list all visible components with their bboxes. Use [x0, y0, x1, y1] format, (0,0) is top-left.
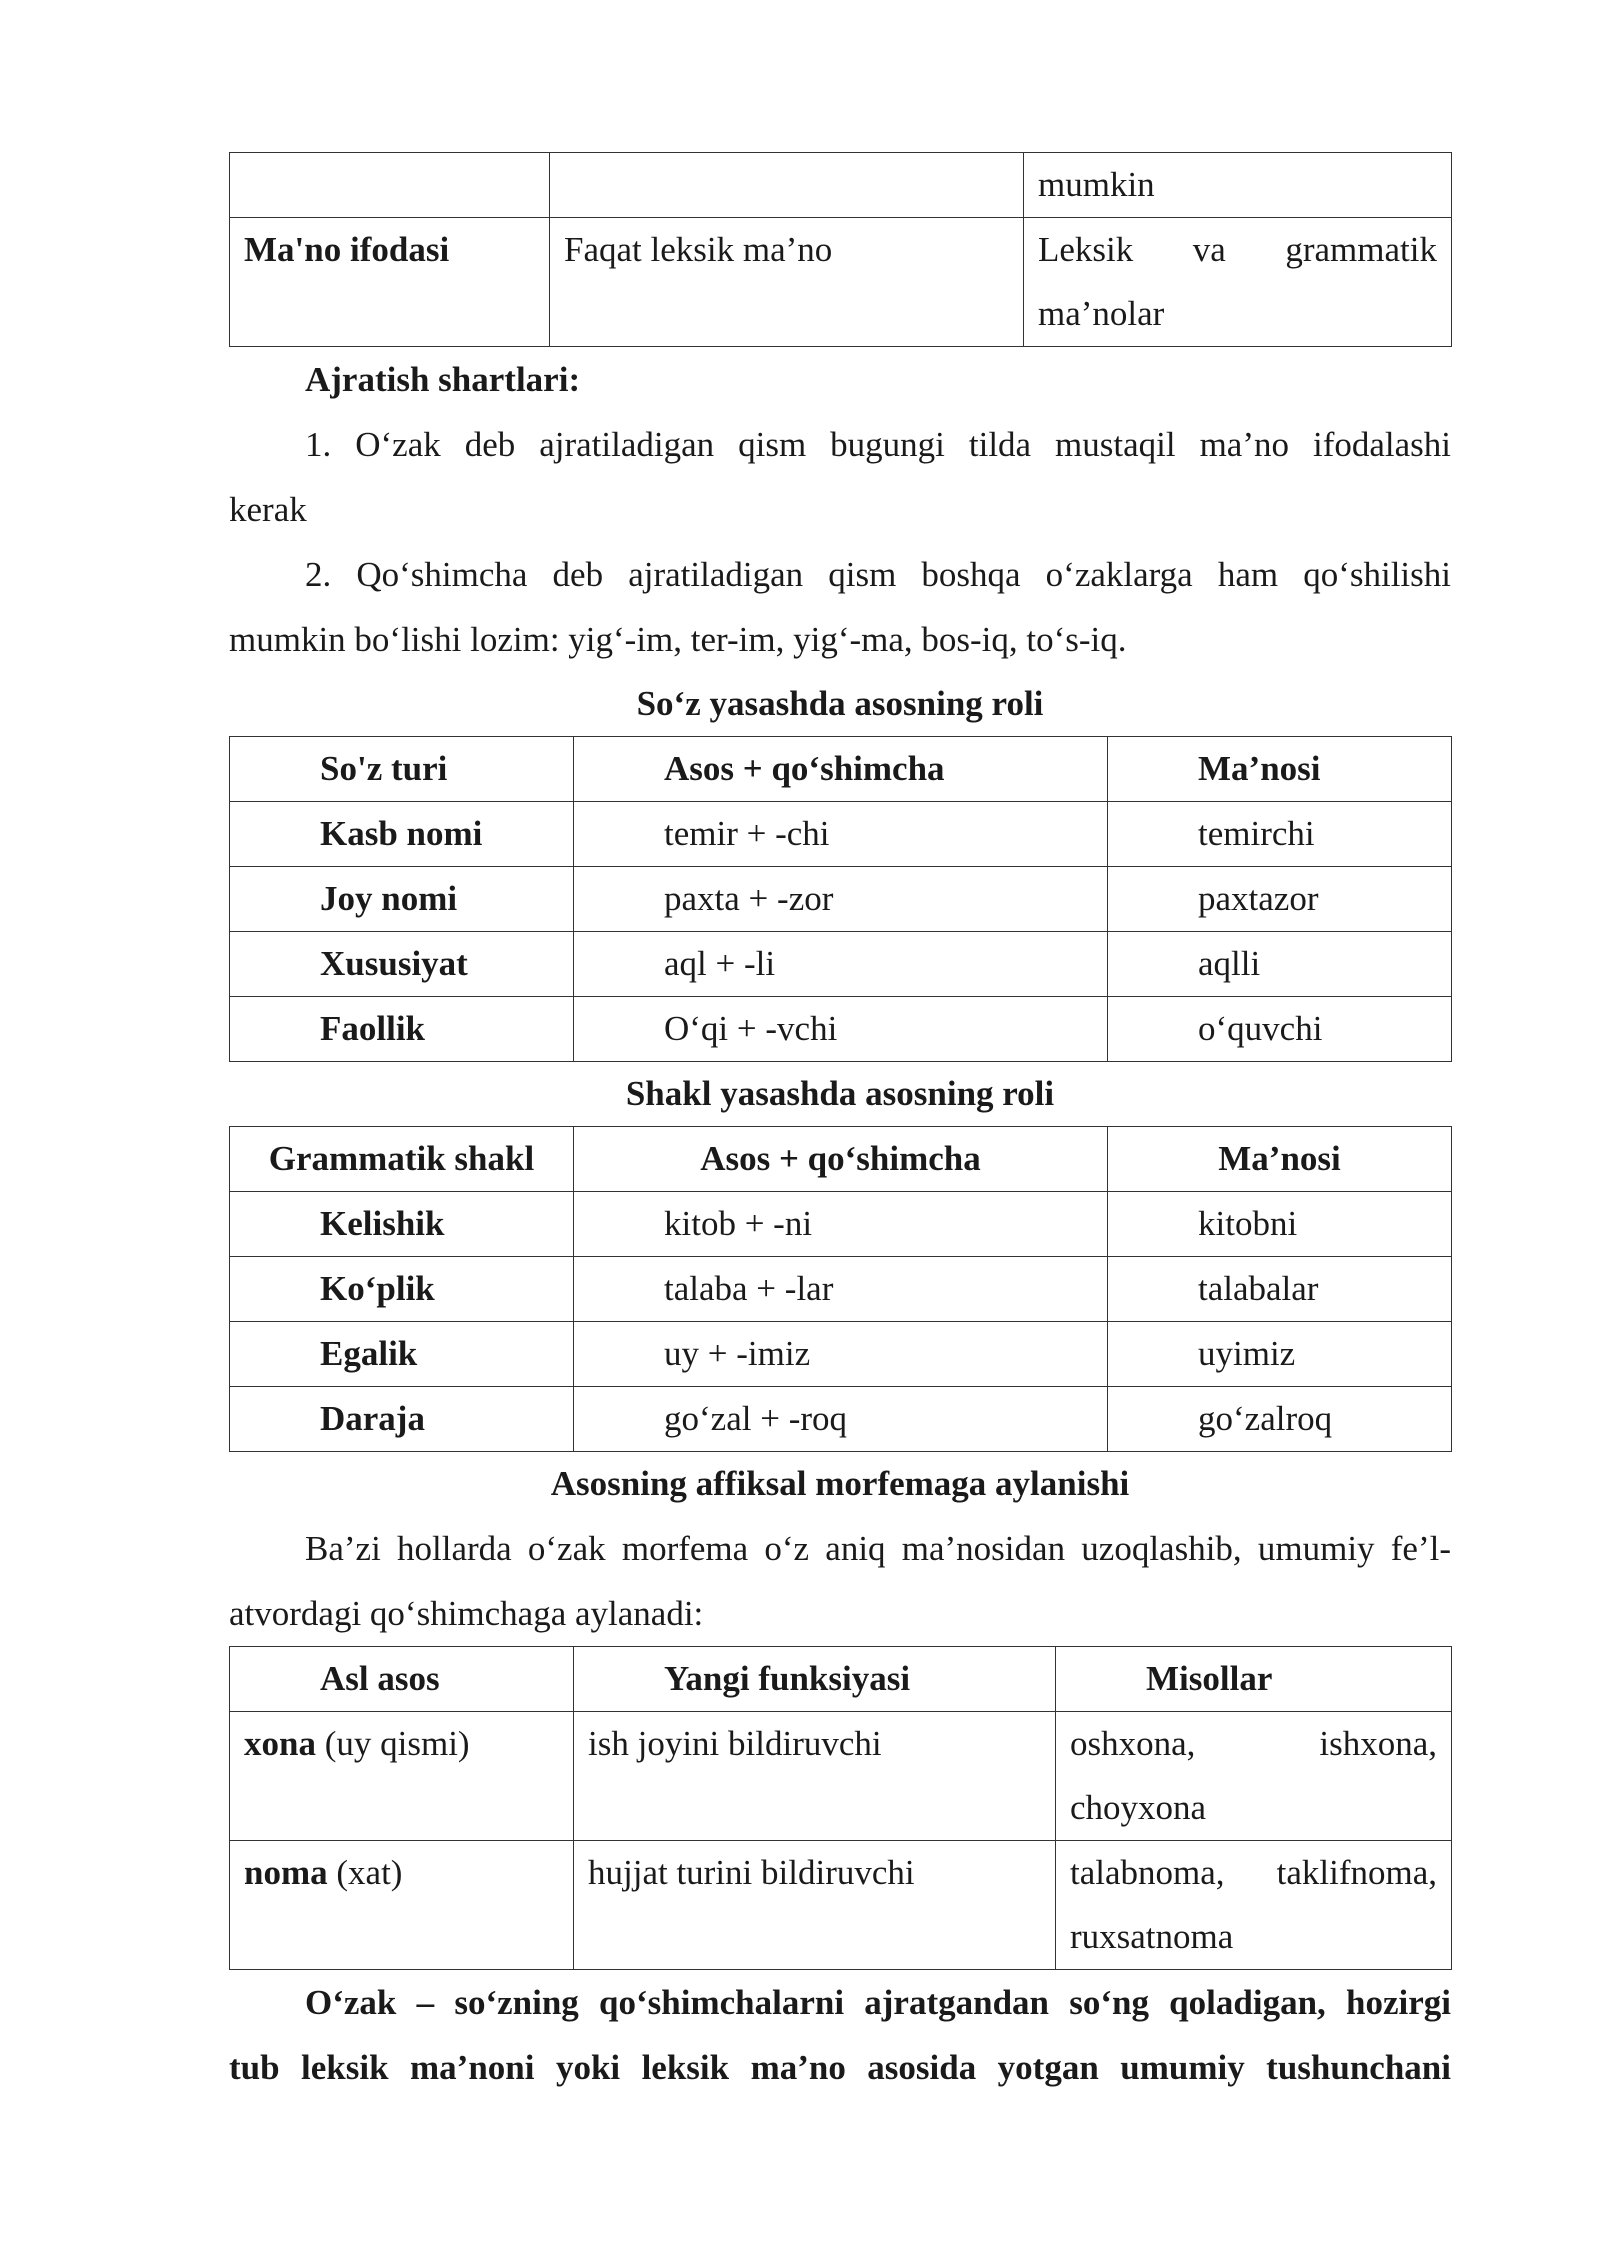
table-cell	[550, 153, 1024, 218]
table-cell: Xususiyat	[230, 932, 574, 997]
table-row	[230, 1712, 1452, 1841]
table-cell: temir + -chi	[574, 802, 1108, 867]
paragraph-line: mumkin bo‘lishi lozim: yig‘-im, ter-im, yig‘-ma, bos-iq, to‘s-iq.	[229, 620, 1127, 659]
table-cell: go‘zalroq	[1108, 1387, 1452, 1452]
table-cell: aql + -li	[574, 932, 1108, 997]
paragraph-line: atvordagi qo‘shimchaga aylanadi:	[229, 1594, 704, 1633]
table-row	[230, 1322, 1452, 1387]
table-cell: Kasb nomi	[230, 802, 574, 867]
cell-line: ruxsatnoma	[1070, 1917, 1234, 1956]
table-cell	[230, 153, 550, 218]
table-row	[230, 802, 1452, 867]
table-cell: Egalik	[230, 1322, 574, 1387]
table-row	[230, 153, 1452, 218]
table-cell: Faqat leksik ma’no	[550, 218, 1024, 347]
column-header: Ma’nosi	[1108, 737, 1452, 802]
table-row	[230, 1192, 1452, 1257]
form-formation-table	[229, 1126, 1452, 1452]
table-cell: Daraja	[230, 1387, 574, 1452]
section-heading: Ajratish shartlari:	[305, 360, 581, 399]
table-title: So‘z yasashda asosning roli	[636, 684, 1044, 723]
section-heading: Asosning affiksal morfemaga aylanishi	[550, 1464, 1130, 1503]
root-word: noma	[244, 1853, 328, 1892]
table-row	[230, 997, 1452, 1062]
table-cell: uy + -imiz	[574, 1322, 1108, 1387]
table-row	[230, 867, 1452, 932]
table-row	[230, 218, 1452, 347]
word-formation-table	[229, 736, 1452, 1062]
column-header: Ma’nosi	[1108, 1127, 1452, 1192]
table-cell: kitob + -ni	[574, 1192, 1108, 1257]
table-cell: aqlli	[1108, 932, 1452, 997]
paragraph-line: Ba’zi hollarda o‘zak morfema o‘z aniq ma’nosidan uzoqlashib, umumiy fe’l-	[305, 1529, 1451, 1568]
table-title: Shakl yasashda asosning roli	[625, 1074, 1055, 1113]
table-cell	[230, 1841, 574, 1970]
table-cell: O‘qi + -vchi	[574, 997, 1108, 1062]
cell-line: talabnoma, taklifnoma,	[1070, 1853, 1437, 1892]
paragraph-line: kerak	[229, 490, 307, 529]
table-row	[230, 1841, 1452, 1970]
table-cell	[1056, 1712, 1452, 1841]
table-cell	[1024, 218, 1452, 347]
table-row	[230, 932, 1452, 997]
table-cell: talaba + -lar	[574, 1257, 1108, 1322]
table-cell: ish joyini bildiruvchi	[574, 1712, 1056, 1841]
cell-line: Leksik va grammatik	[1038, 230, 1437, 269]
definition-line: O‘zak – so‘zning qo‘shimchalarni ajratgandan so‘ng qoladigan, hozirgi	[305, 1983, 1451, 2022]
table-cell: kitobni	[1108, 1192, 1452, 1257]
paragraph-line: 2. Qo‘shimcha deb ajratiladigan qism boshqa o‘zaklarga ham qo‘shilishi	[305, 555, 1451, 594]
table-cell: o‘quvchi	[1108, 997, 1452, 1062]
paragraph-line: 1. O‘zak deb ajratiladigan qism bugungi tilda mustaqil ma’no ifodalashi	[305, 425, 1451, 464]
root-note: (xat)	[327, 1853, 403, 1892]
document-page	[229, 152, 1451, 2100]
table-row	[230, 1387, 1452, 1452]
table-cell: Kelishik	[230, 1192, 574, 1257]
table-header-row	[230, 737, 1452, 802]
root-note: (uy qismi)	[315, 1724, 470, 1763]
table-cell: Joy nomi	[230, 867, 574, 932]
column-header: Asos + qo‘shimcha	[574, 737, 1108, 802]
table-cell: Faollik	[230, 997, 574, 1062]
cell-line: ma’nolar	[1038, 294, 1165, 333]
table-cell: mumkin	[1024, 153, 1452, 218]
table-cell: talabalar	[1108, 1257, 1452, 1322]
table-cell: Ma'no ifodasi	[230, 218, 550, 347]
column-header: Misollar	[1056, 1647, 1452, 1712]
table-cell	[1056, 1841, 1452, 1970]
table-cell: paxtazor	[1108, 867, 1452, 932]
table-header-row	[230, 1647, 1452, 1712]
table-row	[230, 1257, 1452, 1322]
column-header: Asl asos	[230, 1647, 574, 1712]
definition-line: tub leksik ma’noni yoki leksik ma’no asosida yotgan umumiy tushunchani	[229, 2048, 1451, 2087]
column-header: Asos + qo‘shimcha	[574, 1127, 1108, 1192]
column-header: So'z turi	[230, 737, 574, 802]
table-cell: temirchi	[1108, 802, 1452, 867]
comparison-table	[229, 152, 1452, 347]
table-cell: paxta + -zor	[574, 867, 1108, 932]
affixal-table	[229, 1646, 1452, 1970]
table-cell: Ko‘plik	[230, 1257, 574, 1322]
table-cell: go‘zal + -roq	[574, 1387, 1108, 1452]
table-header-row	[230, 1127, 1452, 1192]
table-cell	[230, 1712, 574, 1841]
cell-line: choyxona	[1070, 1788, 1207, 1827]
column-header: Yangi funksiyasi	[574, 1647, 1056, 1712]
table-cell: hujjat turini bildiruvchi	[574, 1841, 1056, 1970]
column-header: Grammatik shakl	[230, 1127, 574, 1192]
root-word: xona	[244, 1724, 316, 1763]
cell-line: oshxona, ishxona,	[1070, 1724, 1437, 1763]
table-cell: uyimiz	[1108, 1322, 1452, 1387]
